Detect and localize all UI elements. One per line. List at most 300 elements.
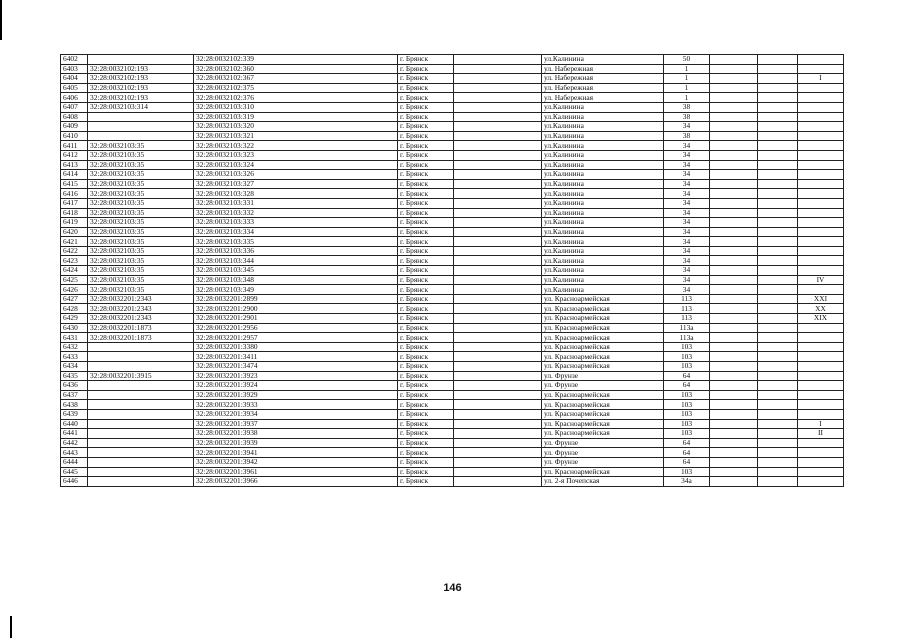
parent-cadastral-number-cell: 32:28:0032201:3915 xyxy=(88,371,194,381)
blank-column-cell xyxy=(454,477,542,487)
blank-column-cell xyxy=(454,141,542,151)
blank-column-cell xyxy=(758,64,798,74)
blank-column-cell xyxy=(758,198,798,208)
premises-number-cell xyxy=(798,189,844,199)
street-cell: ул.Калинина xyxy=(542,266,664,276)
street-cell: ул. Фрунзе xyxy=(542,448,664,458)
parent-cadastral-number-cell xyxy=(88,409,194,419)
record-number-cell: 6434 xyxy=(61,362,88,372)
table-row xyxy=(61,227,844,237)
house-number-cell: 1 xyxy=(664,83,710,93)
parent-cadastral-number-cell xyxy=(88,400,194,410)
cadastral-number-cell: 32:28:0032103:335 xyxy=(194,237,398,247)
record-number-cell: 6415 xyxy=(61,179,88,189)
city-cell: г. Брянск xyxy=(398,457,454,467)
blank-column-cell xyxy=(454,198,542,208)
blank-column-cell xyxy=(758,285,798,295)
street-cell: ул.Калинина xyxy=(542,160,664,170)
blank-column-cell xyxy=(454,74,542,84)
premises-number-cell xyxy=(798,112,844,122)
blank-column-cell xyxy=(758,390,798,400)
parent-cadastral-number-cell: 32:28:0032103:35 xyxy=(88,150,194,160)
house-number-cell: 103 xyxy=(664,342,710,352)
parent-cadastral-number-cell: 32:28:0032103:35 xyxy=(88,227,194,237)
table-row xyxy=(61,285,844,295)
parent-cadastral-number-cell xyxy=(88,419,194,429)
blank-column-cell xyxy=(758,93,798,103)
cadastral-number-cell: 32:28:0032103:321 xyxy=(194,131,398,141)
record-number-cell: 6407 xyxy=(61,102,88,112)
house-number-cell: 34 xyxy=(664,150,710,160)
blank-column-cell xyxy=(758,256,798,266)
city-cell: г. Брянск xyxy=(398,429,454,439)
blank-column-cell xyxy=(454,189,542,199)
parent-cadastral-number-cell xyxy=(88,342,194,352)
record-number-cell: 6444 xyxy=(61,457,88,467)
house-number-cell: 34 xyxy=(664,122,710,132)
cadastral-number-cell: 32:28:0032103:323 xyxy=(194,150,398,160)
blank-column-cell xyxy=(710,294,758,304)
blank-column-cell xyxy=(454,64,542,74)
parent-cadastral-number-cell: 32:28:0032103:35 xyxy=(88,256,194,266)
house-number-cell: 103 xyxy=(664,390,710,400)
blank-column-cell xyxy=(710,390,758,400)
record-number-cell: 6438 xyxy=(61,400,88,410)
blank-column-cell xyxy=(454,55,542,65)
scan-edge-mark xyxy=(0,0,2,40)
blank-column-cell xyxy=(758,227,798,237)
city-cell: г. Брянск xyxy=(398,122,454,132)
cadastral-number-cell: 32:28:0032102:375 xyxy=(194,83,398,93)
house-number-cell: 64 xyxy=(664,381,710,391)
blank-column-cell xyxy=(454,83,542,93)
city-cell: г. Брянск xyxy=(398,294,454,304)
parent-cadastral-number-cell: 32:28:0032103:35 xyxy=(88,237,194,247)
city-cell: г. Брянск xyxy=(398,381,454,391)
parent-cadastral-number-cell: 32:28:0032103:35 xyxy=(88,170,194,180)
premises-number-cell xyxy=(798,170,844,180)
table-row xyxy=(61,448,844,458)
table-row xyxy=(61,64,844,74)
blank-column-cell xyxy=(758,438,798,448)
cadastral-number-cell: 32:28:0032103:324 xyxy=(194,160,398,170)
street-cell: ул. Красноармейская xyxy=(542,333,664,343)
premises-number-cell xyxy=(798,131,844,141)
cadastral-number-cell: 32:28:0032201:3923 xyxy=(194,371,398,381)
street-cell: ул. 2-я Почепская xyxy=(542,477,664,487)
street-cell: ул. Фрунзе xyxy=(542,457,664,467)
city-cell: г. Брянск xyxy=(398,362,454,372)
record-number-cell: 6433 xyxy=(61,352,88,362)
table-row xyxy=(61,218,844,228)
cadastral-number-cell: 32:28:0032201:3933 xyxy=(194,400,398,410)
blank-column-cell xyxy=(758,275,798,285)
city-cell: г. Брянск xyxy=(398,467,454,477)
blank-column-cell xyxy=(710,448,758,458)
blank-column-cell xyxy=(758,304,798,314)
city-cell: г. Брянск xyxy=(398,323,454,333)
parent-cadastral-number-cell xyxy=(88,352,194,362)
blank-column-cell xyxy=(758,102,798,112)
blank-column-cell xyxy=(758,189,798,199)
record-number-cell: 6439 xyxy=(61,409,88,419)
table-row xyxy=(61,189,844,199)
table-row xyxy=(61,400,844,410)
city-cell: г. Брянск xyxy=(398,93,454,103)
parent-cadastral-number-cell xyxy=(88,131,194,141)
house-number-cell: 64 xyxy=(664,371,710,381)
blank-column-cell xyxy=(710,314,758,324)
cadastral-number-cell: 32:28:0032102:367 xyxy=(194,74,398,84)
parent-cadastral-number-cell: 32:28:0032103:35 xyxy=(88,160,194,170)
house-number-cell: 113а xyxy=(664,323,710,333)
premises-number-cell xyxy=(798,256,844,266)
cadastral-number-cell: 32:28:0032103:331 xyxy=(194,198,398,208)
house-number-cell: 103 xyxy=(664,419,710,429)
record-number-cell: 6419 xyxy=(61,218,88,228)
cadastral-number-cell: 32:28:0032201:2900 xyxy=(194,304,398,314)
blank-column-cell xyxy=(758,429,798,439)
blank-column-cell xyxy=(454,150,542,160)
city-cell: г. Брянск xyxy=(398,342,454,352)
city-cell: г. Брянск xyxy=(398,227,454,237)
cadastral-number-cell: 32:28:0032201:3942 xyxy=(194,457,398,467)
blank-column-cell xyxy=(758,314,798,324)
city-cell: г. Брянск xyxy=(398,438,454,448)
street-cell: ул. Набережная xyxy=(542,64,664,74)
blank-column-cell xyxy=(454,102,542,112)
record-number-cell: 6430 xyxy=(61,323,88,333)
street-cell: ул.Калинина xyxy=(542,179,664,189)
blank-column-cell xyxy=(758,457,798,467)
street-cell: ул. Красноармейская xyxy=(542,304,664,314)
blank-column-cell xyxy=(710,381,758,391)
cadastral-number-cell: 32:28:0032102:339 xyxy=(194,55,398,65)
record-number-cell: 6429 xyxy=(61,314,88,324)
street-cell: ул. Фрунзе xyxy=(542,371,664,381)
city-cell: г. Брянск xyxy=(398,256,454,266)
record-number-cell: 6403 xyxy=(61,64,88,74)
table-row xyxy=(61,381,844,391)
table-row xyxy=(61,266,844,276)
city-cell: г. Брянск xyxy=(398,198,454,208)
record-number-cell: 6426 xyxy=(61,285,88,295)
table-row xyxy=(61,371,844,381)
blank-column-cell xyxy=(454,160,542,170)
street-cell: ул. Набережная xyxy=(542,83,664,93)
street-cell: ул.Калинина xyxy=(542,285,664,295)
parent-cadastral-number-cell xyxy=(88,429,194,439)
blank-column-cell xyxy=(454,400,542,410)
house-number-cell: 103 xyxy=(664,352,710,362)
city-cell: г. Брянск xyxy=(398,266,454,276)
blank-column-cell xyxy=(710,266,758,276)
table-row xyxy=(61,170,844,180)
premises-number-cell xyxy=(798,438,844,448)
table-row xyxy=(61,275,844,285)
record-number-cell: 6406 xyxy=(61,93,88,103)
cadastral-number-cell: 32:28:0032102:376 xyxy=(194,93,398,103)
cadastral-number-cell: 32:28:0032103:326 xyxy=(194,170,398,180)
blank-column-cell xyxy=(454,381,542,391)
cadastral-number-cell: 32:28:0032103:333 xyxy=(194,218,398,228)
house-number-cell: 103 xyxy=(664,400,710,410)
premises-number-cell xyxy=(798,218,844,228)
record-number-cell: 6440 xyxy=(61,419,88,429)
record-number-cell: 6411 xyxy=(61,141,88,151)
premises-number-cell xyxy=(798,160,844,170)
street-cell: ул. Красноармейская xyxy=(542,294,664,304)
parent-cadastral-number-cell xyxy=(88,477,194,487)
parent-cadastral-number-cell: 32:28:0032103:35 xyxy=(88,285,194,295)
city-cell: г. Брянск xyxy=(398,179,454,189)
registry-body xyxy=(61,55,844,487)
cadastral-number-cell: 32:28:0032201:2956 xyxy=(194,323,398,333)
blank-column-cell xyxy=(758,333,798,343)
record-number-cell: 6431 xyxy=(61,333,88,343)
blank-column-cell xyxy=(710,362,758,372)
blank-column-cell xyxy=(758,409,798,419)
table-row xyxy=(61,198,844,208)
blank-column-cell xyxy=(710,304,758,314)
house-number-cell: 113 xyxy=(664,294,710,304)
table-row xyxy=(61,390,844,400)
city-cell: г. Брянск xyxy=(398,246,454,256)
table-row xyxy=(61,409,844,419)
blank-column-cell xyxy=(758,266,798,276)
record-number-cell: 6410 xyxy=(61,131,88,141)
blank-column-cell xyxy=(454,112,542,122)
city-cell: г. Брянск xyxy=(398,150,454,160)
blank-column-cell xyxy=(710,160,758,170)
premises-number-cell xyxy=(798,64,844,74)
blank-column-cell xyxy=(710,323,758,333)
blank-column-cell xyxy=(758,400,798,410)
blank-column-cell xyxy=(454,419,542,429)
street-cell: ул.Калинина xyxy=(542,227,664,237)
record-number-cell: 6425 xyxy=(61,275,88,285)
street-cell: ул.Калинина xyxy=(542,275,664,285)
street-cell: ул.Калинина xyxy=(542,256,664,266)
parent-cadastral-number-cell xyxy=(88,112,194,122)
city-cell: г. Брянск xyxy=(398,55,454,65)
premises-number-cell xyxy=(798,409,844,419)
blank-column-cell xyxy=(454,448,542,458)
blank-column-cell xyxy=(710,285,758,295)
premises-number-cell: XX xyxy=(798,304,844,314)
table-row xyxy=(61,438,844,448)
blank-column-cell xyxy=(758,55,798,65)
premises-number-cell xyxy=(798,55,844,65)
blank-column-cell xyxy=(710,227,758,237)
parent-cadastral-number-cell: 32:28:0032103:35 xyxy=(88,275,194,285)
blank-column-cell xyxy=(710,170,758,180)
table-row xyxy=(61,246,844,256)
premises-number-cell xyxy=(798,362,844,372)
blank-column-cell xyxy=(454,266,542,276)
street-cell: ул. Набережная xyxy=(542,74,664,84)
record-number-cell: 6402 xyxy=(61,55,88,65)
blank-column-cell xyxy=(454,352,542,362)
record-number-cell: 6409 xyxy=(61,122,88,132)
house-number-cell: 113 xyxy=(664,304,710,314)
table-row xyxy=(61,208,844,218)
city-cell: г. Брянск xyxy=(398,189,454,199)
city-cell: г. Брянск xyxy=(398,275,454,285)
table-row xyxy=(61,131,844,141)
table-row xyxy=(61,342,844,352)
blank-column-cell xyxy=(454,467,542,477)
blank-column-cell xyxy=(758,467,798,477)
street-cell: ул. Красноармейская xyxy=(542,400,664,410)
house-number-cell: 34 xyxy=(664,160,710,170)
blank-column-cell xyxy=(758,237,798,247)
premises-number-cell xyxy=(798,390,844,400)
city-cell: г. Брянск xyxy=(398,333,454,343)
blank-column-cell xyxy=(710,409,758,419)
house-number-cell: 34 xyxy=(664,170,710,180)
city-cell: г. Брянск xyxy=(398,400,454,410)
blank-column-cell xyxy=(710,419,758,429)
blank-column-cell xyxy=(758,218,798,228)
blank-column-cell xyxy=(758,362,798,372)
cadastral-number-cell: 32:28:0032201:3961 xyxy=(194,467,398,477)
blank-column-cell xyxy=(758,246,798,256)
cadastral-number-cell: 32:28:0032103:327 xyxy=(194,179,398,189)
blank-column-cell xyxy=(710,74,758,84)
table-row xyxy=(61,122,844,132)
street-cell: ул.Калинина xyxy=(542,122,664,132)
house-number-cell: 50 xyxy=(664,55,710,65)
parent-cadastral-number-cell xyxy=(88,55,194,65)
house-number-cell: 113а xyxy=(664,333,710,343)
city-cell: г. Брянск xyxy=(398,352,454,362)
cadastral-number-cell: 32:28:0032201:2899 xyxy=(194,294,398,304)
blank-column-cell xyxy=(758,448,798,458)
house-number-cell: 34 xyxy=(664,218,710,228)
blank-column-cell xyxy=(710,131,758,141)
street-cell: ул. Красноармейская xyxy=(542,429,664,439)
parent-cadastral-number-cell xyxy=(88,122,194,132)
blank-column-cell xyxy=(454,256,542,266)
table-row xyxy=(61,141,844,151)
parent-cadastral-number-cell xyxy=(88,390,194,400)
blank-column-cell xyxy=(454,342,542,352)
cadastral-number-cell: 32:28:0032103:328 xyxy=(194,189,398,199)
table-row xyxy=(61,237,844,247)
table-row xyxy=(61,55,844,65)
house-number-cell: 38 xyxy=(664,112,710,122)
blank-column-cell xyxy=(454,457,542,467)
street-cell: ул.Калинина xyxy=(542,102,664,112)
record-number-cell: 6417 xyxy=(61,198,88,208)
cadastral-number-cell: 32:28:0032201:2901 xyxy=(194,314,398,324)
table-row xyxy=(61,102,844,112)
record-number-cell: 6408 xyxy=(61,112,88,122)
blank-column-cell xyxy=(710,112,758,122)
premises-number-cell xyxy=(798,467,844,477)
blank-column-cell xyxy=(710,256,758,266)
house-number-cell: 1 xyxy=(664,64,710,74)
cadastral-number-cell: 32:28:0032201:3474 xyxy=(194,362,398,372)
house-number-cell: 103 xyxy=(664,409,710,419)
record-number-cell: 6435 xyxy=(61,371,88,381)
parent-cadastral-number-cell: 32:28:0032103:314 xyxy=(88,102,194,112)
parent-cadastral-number-cell: 32:28:0032102:193 xyxy=(88,64,194,74)
street-cell: ул.Калинина xyxy=(542,131,664,141)
record-number-cell: 6445 xyxy=(61,467,88,477)
blank-column-cell xyxy=(758,342,798,352)
premises-number-cell: XIX xyxy=(798,314,844,324)
cadastral-number-cell: 32:28:0032201:3380 xyxy=(194,342,398,352)
parent-cadastral-number-cell: 32:28:0032201:2343 xyxy=(88,304,194,314)
record-number-cell: 6418 xyxy=(61,208,88,218)
record-number-cell: 6442 xyxy=(61,438,88,448)
cadastral-number-cell: 32:28:0032201:3929 xyxy=(194,390,398,400)
blank-column-cell xyxy=(758,381,798,391)
record-number-cell: 6421 xyxy=(61,237,88,247)
street-cell: ул.Калинина xyxy=(542,246,664,256)
table-row xyxy=(61,467,844,477)
city-cell: г. Брянск xyxy=(398,237,454,247)
city-cell: г. Брянск xyxy=(398,160,454,170)
cadastral-number-cell: 32:28:0032201:3938 xyxy=(194,429,398,439)
record-number-cell: 6404 xyxy=(61,74,88,84)
blank-column-cell xyxy=(710,55,758,65)
table-row xyxy=(61,304,844,314)
table-row xyxy=(61,179,844,189)
city-cell: г. Брянск xyxy=(398,170,454,180)
premises-number-cell xyxy=(798,477,844,487)
premises-number-cell: I xyxy=(798,74,844,84)
premises-number-cell xyxy=(798,150,844,160)
house-number-cell: 34 xyxy=(664,208,710,218)
blank-column-cell xyxy=(454,409,542,419)
parent-cadastral-number-cell: 32:28:0032103:35 xyxy=(88,246,194,256)
blank-column-cell xyxy=(710,467,758,477)
table-row xyxy=(61,362,844,372)
street-cell: ул. Красноармейская xyxy=(542,390,664,400)
street-cell: ул.Калинина xyxy=(542,218,664,228)
premises-number-cell xyxy=(798,179,844,189)
table-row xyxy=(61,419,844,429)
house-number-cell: 34 xyxy=(664,246,710,256)
cadastral-number-cell: 32:28:0032201:3934 xyxy=(194,409,398,419)
record-number-cell: 6423 xyxy=(61,256,88,266)
record-number-cell: 6432 xyxy=(61,342,88,352)
city-cell: г. Брянск xyxy=(398,112,454,122)
premises-number-cell xyxy=(798,285,844,295)
street-cell: ул. Красноармейская xyxy=(542,342,664,352)
house-number-cell: 103 xyxy=(664,467,710,477)
city-cell: г. Брянск xyxy=(398,102,454,112)
record-number-cell: 6443 xyxy=(61,448,88,458)
table-row xyxy=(61,294,844,304)
blank-column-cell xyxy=(454,304,542,314)
table-row xyxy=(61,477,844,487)
city-cell: г. Брянск xyxy=(398,448,454,458)
parent-cadastral-number-cell: 32:28:0032102:193 xyxy=(88,93,194,103)
parent-cadastral-number-cell: 32:28:0032201:1873 xyxy=(88,333,194,343)
record-number-cell: 6420 xyxy=(61,227,88,237)
record-number-cell: 6441 xyxy=(61,429,88,439)
blank-column-cell xyxy=(710,64,758,74)
cadastral-number-cell: 32:28:0032103:348 xyxy=(194,275,398,285)
premises-number-cell xyxy=(798,141,844,151)
city-cell: г. Брянск xyxy=(398,419,454,429)
premises-number-cell xyxy=(798,122,844,132)
blank-column-cell xyxy=(758,141,798,151)
